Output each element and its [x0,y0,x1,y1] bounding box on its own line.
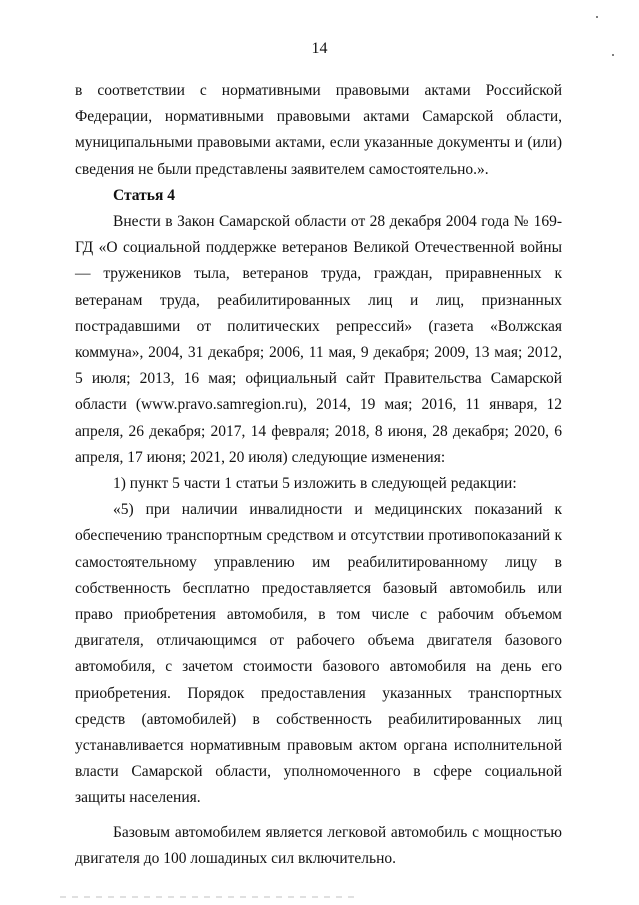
paragraph-item-instruction: 1) пункт 5 части 1 статьи 5 изложить в следующей редакции: [113,475,517,493]
paragraph-base-car-definition: Базовым автомобилем является легковой автомобиль с мощностью двигателя до 100 лошадиных сил включительно. [75,823,562,867]
scan-edge-artifact [60,896,360,898]
scan-speck [596,16,598,18]
paragraph-continuation: в соответствии с нормативными правовыми актами Российской Федерации, нормативными правовыми актами Самарской области, муниципальными правовыми актами, если указанные документы и (или) сведения не были представлены заявителем самостоятельно.». [75,82,562,178]
paragraph-amendment-intro: Внести в Закон Самарской области от 28 декабря 2004 года № 169-ГД «О социальной поддержке ветеранов Великой Отечественной войны — тружеников тыла, ветеранов труда, граждан, приравненных к ветеранам труда, реабилитированных лиц и лиц, признанных пострадавшими от политических репрессий» (газета «Волжская коммуна», 2004, 31 декабря; 2006, 11 мая, 9 декабря; 2009, 13 мая; 2012, 5 июля; 2013, 16 мая; официальный сайт Правительства Самарской области (www.pravo.samregion.ru), 2014, 19 мая; 2016, 11 января, 12 апреля, 26 декабря; 2017, 14 февраля; 2018, 8 июня, 28 декабря; 2020, 6 апреля, 17 июня; 2021, 20 июля) следующие изменения: [75,213,562,466]
article-heading: Статья 4 [113,186,175,204]
paragraph-new-wording: «5) при наличии инвалидности и медицинских показаний к обеспечению транспортным средством и отсутствии противопоказаний к самостоятельному управлению им реабилитированному лицу в собственность бесплатно предоставляется базовый автомобиль или право приобретения автомобиля, в том числе с рабочим объемом двигателя, отличающимся от рабочего объема двигателя базового автомобиля, с зачетом стоимости базового автомобиля на день его приобретения. Порядок предоставления указанных транспортных средств (автомобилей) в собственность реабилитированных лиц устанавливается нормативным правовым актом органа исполнительной власти Самарской области, уполномоченного в сфере социальной защиты населения. [75,501,562,807]
scan-speck [612,54,614,56]
page-number: 14 [311,40,328,57]
document-body [75,78,562,872]
